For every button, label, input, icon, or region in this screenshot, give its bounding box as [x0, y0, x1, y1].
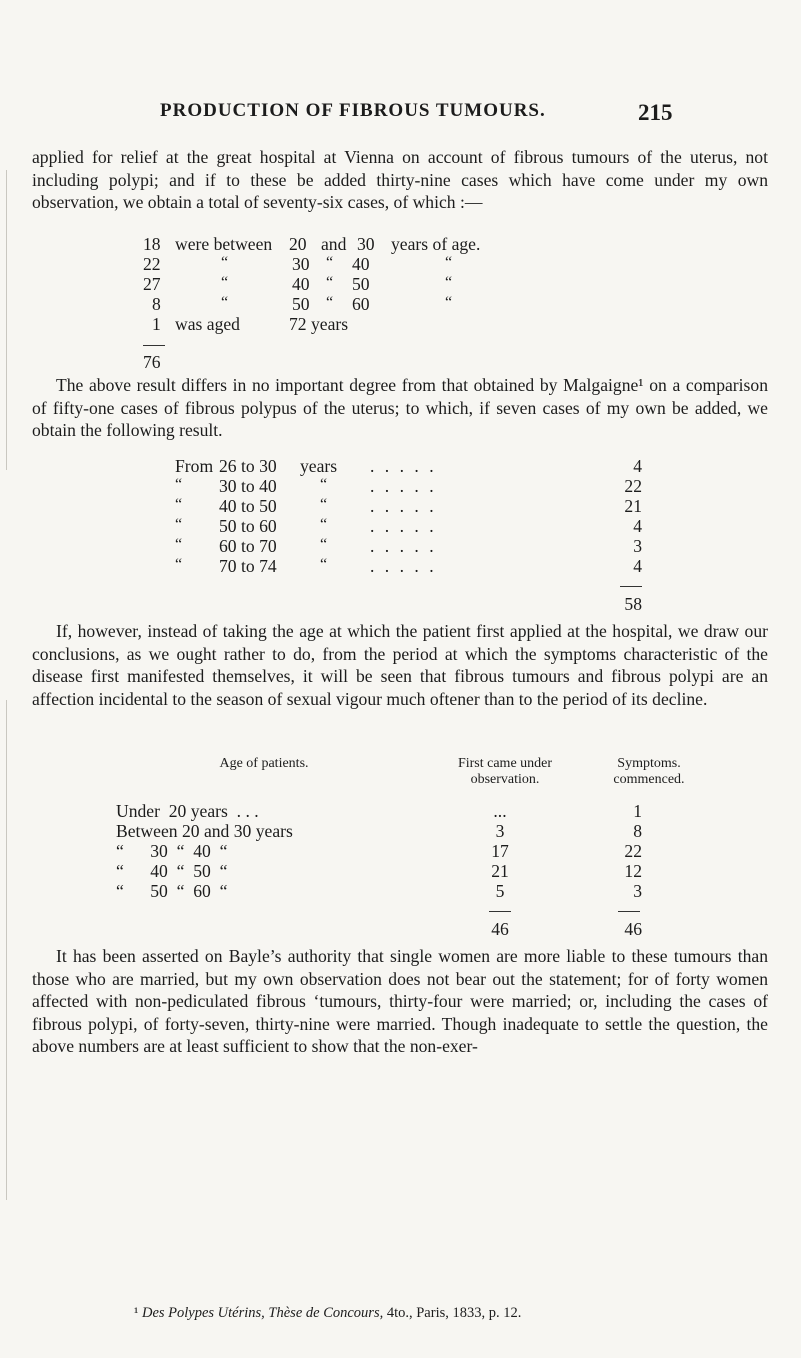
- t3-header-symptoms-line2: commenced.: [613, 772, 685, 787]
- t3-label: “ 50 “ 60 “: [116, 881, 228, 901]
- t3-first: 5: [495, 881, 505, 901]
- t2-dots: . . . . .: [370, 516, 437, 536]
- t1-to: 30: [357, 234, 375, 254]
- t1-unit: years of age.: [391, 234, 481, 254]
- t2-unit: years: [300, 456, 338, 476]
- paragraph-2: The above result differs in no important degree from that obtained by Malgaigne¹ on a comparison of fifty-one cases of fibrous polypus of the uterus; to which, if seven cases of my own be added, we obtain the following result.: [32, 375, 768, 441]
- t1-count: 27: [143, 274, 161, 294]
- t1-from: 40: [292, 274, 310, 294]
- t3-label: Between 20 and 30 years: [116, 821, 293, 841]
- footnote-mark: ¹: [134, 1305, 139, 1321]
- t3-symptoms: 3: [633, 881, 642, 901]
- t3-label: “ 40 “ 50 “: [116, 861, 228, 881]
- t3-first: ...: [493, 801, 507, 821]
- t3-label: “ 30 “ 40 “: [116, 841, 228, 861]
- t3-symptoms: 8: [633, 821, 642, 841]
- t2-dots: . . . . .: [370, 536, 437, 556]
- t3-header-first-line2: observation.: [470, 772, 540, 787]
- t1-text: were between: [175, 234, 273, 254]
- sum-rule: [143, 345, 165, 346]
- t1-unit: “: [445, 294, 453, 311]
- t3-header-first: [420, 756, 590, 788]
- t2-range: 26 to 30: [219, 456, 277, 476]
- footnote-title: Des Polypes Utérins, Thèse de Concours,: [141, 1305, 384, 1321]
- t2-prefix: “: [175, 556, 183, 573]
- footnote: [134, 1305, 521, 1322]
- t2-prefix: “: [175, 496, 183, 513]
- sum-rule: [620, 586, 642, 587]
- t3-total-first: 46: [491, 919, 509, 939]
- t1-count: 22: [143, 254, 161, 274]
- t3-header-symptoms: [594, 756, 704, 788]
- t3-header-symptoms-line1: Symptoms.: [617, 756, 681, 771]
- t1-count: 8: [152, 294, 161, 314]
- t3-symptoms: 22: [624, 841, 642, 861]
- page-number: 215: [638, 100, 673, 125]
- paragraph-4: It has been asserted on Bayle’s authority that single women are more liable to these tumours than those who are married, but my own observation does not bear out the statement; for of forty women affected with non-pediculated fibrous ‘tumours, thirty-four were married; or, including the cases of fibrous polypi, of forty-seven, thirty-nine were married. Though inadequate to settle the question, the above numbers are at least sufficient to show that the non-exer-: [32, 946, 768, 1057]
- t1-count: 1: [152, 314, 161, 334]
- t3-first: 3: [495, 821, 505, 841]
- t3-header-first-line1: First came under: [457, 756, 553, 771]
- footnote-rest: 4to., Paris, 1833, p. 12.: [383, 1305, 522, 1321]
- page-edge-shadow: [6, 700, 7, 1200]
- t1-count: 18: [143, 234, 161, 254]
- t2-prefix: From: [175, 456, 214, 476]
- t1-from: 50: [292, 294, 310, 314]
- t2-range: 70 to 74: [219, 556, 277, 576]
- t1-from: 20: [289, 234, 307, 254]
- t1-text: “: [221, 254, 229, 271]
- t1-text: “: [221, 274, 229, 291]
- t2-unit: “: [320, 536, 328, 553]
- t1-text: was aged: [175, 314, 240, 334]
- t3-total-symptoms: 46: [624, 919, 642, 939]
- t2-prefix: “: [175, 516, 183, 533]
- sum-rule: [618, 911, 640, 912]
- page-edge-shadow: [6, 170, 7, 470]
- t2-range: 30 to 40: [219, 476, 277, 496]
- t1-total: 76: [143, 352, 161, 372]
- t2-value: 4: [633, 556, 642, 576]
- t3-label: Under 20 years . . .: [116, 801, 259, 821]
- t2-value: 4: [633, 456, 642, 476]
- t2-value: 22: [624, 476, 642, 496]
- t3-symptoms: 1: [633, 801, 642, 821]
- paragraph-3: If, however, instead of taking the age at which the patient first applied at the hospital, we draw our conclusions, as we ought rather to do, from the period at which the symptoms characteristic of the disease first manifested themselves, it will be seen that fibrous tumours and fibrous polypi are an affection incidental to the season of sexual vigour much oftener than to the period of its decline.: [32, 621, 768, 709]
- t1-from: 30: [292, 254, 310, 274]
- t2-total: 58: [624, 594, 642, 614]
- sum-rule: [489, 911, 511, 912]
- t2-dots: . . . . .: [370, 456, 437, 476]
- running-header: PRODUCTION OF FIBROUS TUMOURS.: [160, 100, 546, 121]
- t2-dots: . . . . .: [370, 476, 437, 496]
- t2-value: 21: [624, 496, 642, 516]
- t1-unit: “: [445, 274, 453, 291]
- t1-to: 40: [352, 254, 370, 274]
- t3-first: 21: [491, 861, 509, 881]
- t1-unit: “: [445, 254, 453, 271]
- t1-and: “: [326, 294, 334, 311]
- t2-value: 4: [633, 516, 642, 536]
- t1-text: “: [221, 294, 229, 311]
- t2-value: 3: [633, 536, 642, 556]
- t2-unit: “: [320, 516, 328, 533]
- t2-range: 50 to 60: [219, 516, 277, 536]
- t2-prefix: “: [175, 536, 183, 553]
- t1-and: “: [326, 274, 334, 291]
- t2-range: 40 to 50: [219, 496, 277, 516]
- t3-first: 17: [491, 841, 509, 861]
- t3-header-age: Age of patients.: [219, 756, 309, 771]
- t2-unit: “: [320, 556, 328, 573]
- t1-to: 50: [352, 274, 370, 294]
- t2-range: 60 to 70: [219, 536, 277, 556]
- t1-and: “: [326, 254, 334, 271]
- t1-to: 60: [352, 294, 370, 314]
- t1-and: and: [321, 234, 347, 254]
- t2-prefix: “: [175, 476, 183, 493]
- t2-unit: “: [320, 496, 328, 513]
- t2-dots: . . . . .: [370, 496, 437, 516]
- t3-symptoms: 12: [624, 861, 642, 881]
- t1-from: 72 years: [289, 314, 349, 334]
- paragraph-1: applied for relief at the great hospital at Vienna on account of fibrous tumours of the uterus, not including polypi; and if to these be added thirty-nine cases which have come under my own observation, we obtain a total of seventy-six cases, of which :—: [32, 147, 768, 213]
- t2-unit: “: [320, 476, 328, 493]
- t2-dots: . . . . .: [370, 556, 437, 576]
